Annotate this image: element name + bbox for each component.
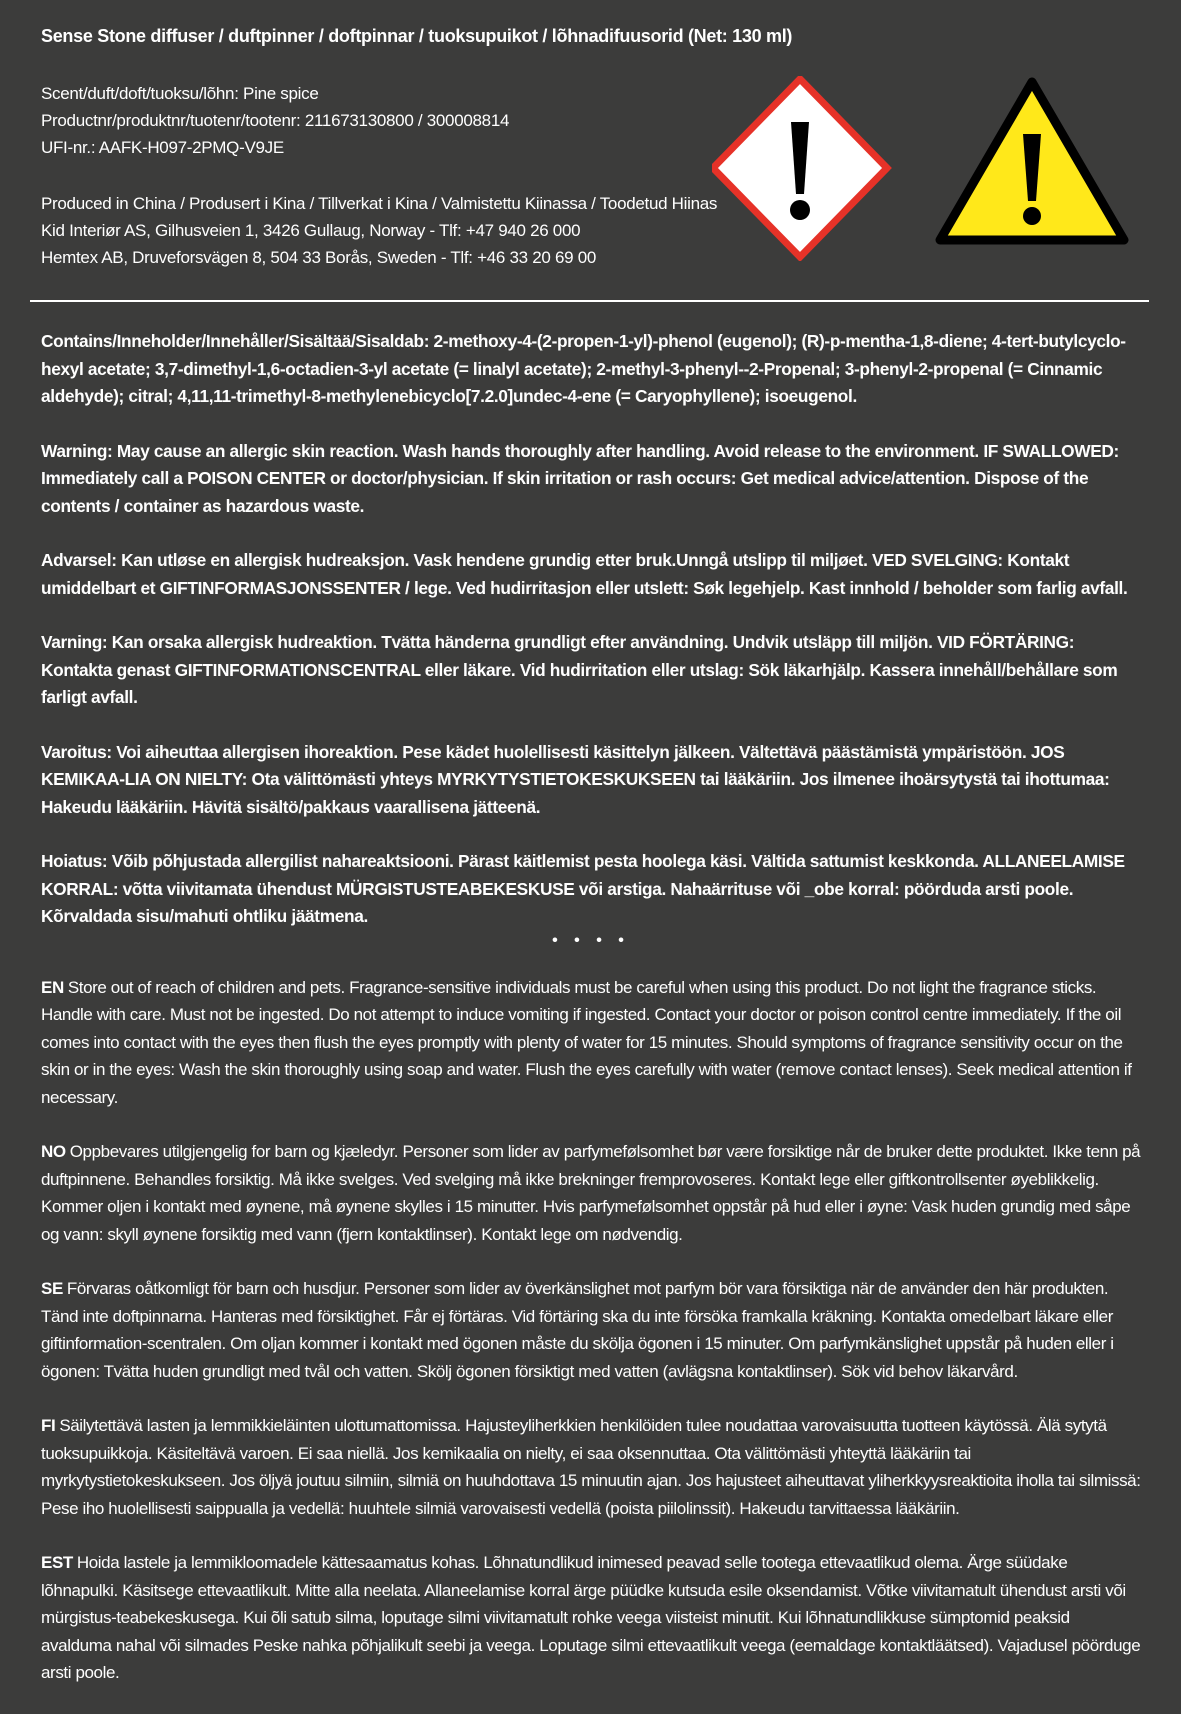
- hazard-pictograms: [712, 76, 1132, 261]
- lang-code: SE: [41, 1279, 63, 1298]
- instructions-no: [41, 1138, 1141, 1248]
- scent-line: Scent/duft/doft/tuoksu/lõhn: Pine spice: [41, 84, 319, 103]
- warning-se: Varning: Kan orsaka allergisk hudreaktion. Tvätta händerna grundligt efter användning. Undvik utsläpp till miljön. VID FÖRTÄRING: Kontakta genast GIFTINFORMATIONSCENTRAL eller läkare. Vid hudirritation eller utslag: Sök läkarhjälp. Kassera innehåll/behållare som farligt avfall.: [41, 632, 1118, 707]
- address-norway: Kid Interiør AS, Gilhusveien 1, 3426 Gullaug, Norway - Tlf: +47 940 26 000: [41, 221, 581, 240]
- instructions-text: Oppbevares utilgjengelig for barn og kjæledyr. Personer som lider av parfymefølsomhet bør være forsiktige når de bruker dette produktet. Ikke tenn på duftpinnene. Behandles forsiktig. Må ikke svelges. Ved svelging må ikke brekninger fremprovoseres. Kontakt lege eller giftkontrollsenter øyeblikkelig. Kommer oljen i kontakt med øynene, må øynene skylles i 15 minutter. Hvis parfymefølsomhet oppstår på hud eller i øyne: Vask huden grundig med såpe og vann: skyll øynene forsiktig med vann (fjern kontaktlinser). Kontakt lege om nødvendig.: [41, 1142, 1141, 1244]
- ufi-line: UFI-nr.: AAFK-H097-2PMQ-V9JE: [41, 138, 284, 157]
- lang-code: FI: [41, 1416, 56, 1435]
- manufacturer-info: [41, 190, 717, 271]
- instructions-text: Hoida lastele ja lemmikloomadele kättesaamatus kohas. Lõhnatundlikud inimesed peavad selle tootega ettevaatlikud olema. Ärge süüdake lõhnapulki. Käsitsege ettevaatlikult. Mitte alla neelata. Allaneelamise korral ärge püüdke kutsuda esile oksendamist. Võtke viivitamatult ühendust arsti või mürgistus-teabekeskusega. Kui õli satub silma, loputage silmi viivitamatult rohke veega viisteist minutit. Kui lõhnatundlikkuse sümptomid peaksid avalduma nahal või silmades Peske nahka põhjalikult seebi ja veega. Loputage silmi ettevaatlikult veega (eemaldage kontaktläätsed). Vajadusel pöörduge arsti poole.: [41, 1553, 1141, 1682]
- product-title: Sense Stone diffuser / duftpinner / doftpinnar / tuoksupuikot / lõhnadifuusorid (Net: 130 ml): [41, 26, 793, 46]
- instructions-text: Store out of reach of children and pets. Fragrance-sensitive individuals must be careful when using this product. Do not light the fragrance sticks. Handle with care. Must not be ingested. Do not attempt to induce vomiting if ingested. Contact your doctor or poison control centre immediately. If the oil comes into contact with the eyes then flush the eyes promptly with plenty of water for 15 minutes. Should symptoms of fragrance sensitivity occur on the skin or in the eyes: Wash the skin thoroughly using soap and water. Flush the eyes carefully with water (remove contact lenses). Seek medical attention if necessary.: [41, 977, 1132, 1107]
- lang-code: NO: [41, 1142, 66, 1161]
- instructions-en: [41, 974, 1141, 1112]
- instructions-text: Förvaras oåtkomligt för barn och husdjur. Personer som lider av överkänslighet mot parfym bör vara försiktiga när de använder den här produkten. Tänd inte doftpinnarna. Hanteras med försiktighet. Får ej förtäras. Vid förtäring ska du inte försöka framkalla kräkning. Kontakta omedelbart läkare eller giftinformation-scentralen. Om oljan kommer i kontakt med ögonen måste du skölja ögonen i 15 minuter. Om parfymkänslighet uppstår på huden eller i ögonen: Tvätta huden grundligt med tvål och vatten. Skölj ögonen försiktigt med vatten (avlägsna kontaktlinser). Sök vid behov läkarvård.: [41, 1279, 1114, 1381]
- instructions-se: [41, 1275, 1141, 1385]
- product-number-line: Productnr/produktnr/tuotenr/tootenr: 211673130800 / 300008814: [41, 111, 510, 130]
- warning-en: Warning: May cause an allergic skin reaction. Wash hands thoroughly after handling. Avoid release to the environment. IF SWALLOWED: Immediately call a POISON CENTER or doctor/physician. If skin irritation or rash occurs: Get medical advice/attention. Dispose of the contents / container as hazardous waste.: [41, 440, 1119, 516]
- product-info: [41, 80, 509, 161]
- warning-no: Advarsel: Kan utløse en allergisk hudreaksjon. Vask hendene grundig etter bruk.Unngå utslipp til miljøet. VED SVELGING: Kontakt umiddelbart et GIFTINFORMASJONSSENTER / lege. Ved hudirritasjon eller utslett: Søk legehjelp. Kast innhold / beholder som farlig avfall.: [41, 550, 1128, 598]
- section-separator: • • • •: [552, 931, 630, 949]
- ghs-exclamation-icon: [713, 79, 887, 257]
- lang-code: EN: [41, 977, 64, 997]
- warning-triangle-icon: [940, 82, 1124, 240]
- warning-est: Hoiatus: Võib põhjustada allergilist nahareaktsiooni. Pärast käitlemist pesta hoolega käsi. Vältida sattumist keskkonda. ALLANEELAMISE KORRAL: võtta viivitamata ühendust MÜRGISTUSTEABEKESKUSE või arstiga. Nahaärrituse või _obe korral: pöörduda arsti poole. Kõrvaldada sisu/mahuti ohtliku jäätmena.: [41, 851, 1125, 926]
- warning-fi: Varoitus: Voi aiheuttaa allergisen ihoreaktion. Pese kädet huolellisesti käsittelyn jälkeen. Vältettävä päästämistä ympäristöön. JOS KEMIKAA-LIA ON NIELTY: Ota välittömästi yhteys MYRKYTYSTIETOKESKUKSEEN tai lääkäriin. Jos ilmenee ihoärsytystä tai ihottumaa: Hakeudu lääkäriin. Hävitä sisältö/pakkaus vaarallisena jätteenä.: [41, 741, 1110, 817]
- ingredients-text: Contains/Inneholder/Innehåller/Sisältää/Sisaldab: 2-methoxy-4-(2-propen-1-yl)-phenol (eugenol); (R)-p-mentha-1,8-diene; 4-tert-butylcyclo-hexyl acetate; 3,7-dimethyl-1,6-octadien-3-yl acetate (= linalyl acetate); 2-methyl-3-phenyl--2-Propenal; 3-phenyl-2-propenal (= Cinnamic aldehyde); citral; 4,11,11-trimethyl-8-methylenebicyclo[7.2.0]undec-4-ene (= Caryophyllene); isoeugenol.: [41, 331, 1126, 406]
- instructions-fi: [41, 1412, 1141, 1522]
- produced-in-line: Produced in China / Produsert i Kina / Tillverkat i Kina / Valmistettu Kiinassa / Toodetud Hiinas: [41, 194, 718, 213]
- lang-code: EST: [41, 1553, 73, 1572]
- divider: [30, 300, 1149, 302]
- instructions-text: Säilytettävä lasten ja lemmikkieläinten ulottumattomissa. Hajusteyliherkkien henkilöiden tulee noudattaa varovaisuutta tuotteen käytössä. Älä sytytä tuoksupuikkoja. Käsiteltävä varoen. Ei saa niellä. Jos kemikaalia on nielty, ei saa oksennuttaa. Ota välittömästi yhteyttä lääkäriin tai myrkytystietokeskukseen. Jos öljyä joutuu silmiin, silmiä on huuhdottava 15 minuutin ajan. Jos hajusteet aiheuttavat yliherkkyysreaktioita iholla tai silmissä: Pese iho huolellisesti saippualla ja vedellä: huuhtele silmiä varovaisesti vedellä (poista piilolinssit). Hakeudu tarvittaessa lääkäriin.: [41, 1416, 1141, 1518]
- label-body: [41, 328, 1141, 1714]
- address-sweden: Hemtex AB, Druveforsvägen 8, 504 33 Borås, Sweden - Tlf: +46 33 20 69 00: [41, 248, 597, 267]
- instructions-est: [41, 1549, 1141, 1687]
